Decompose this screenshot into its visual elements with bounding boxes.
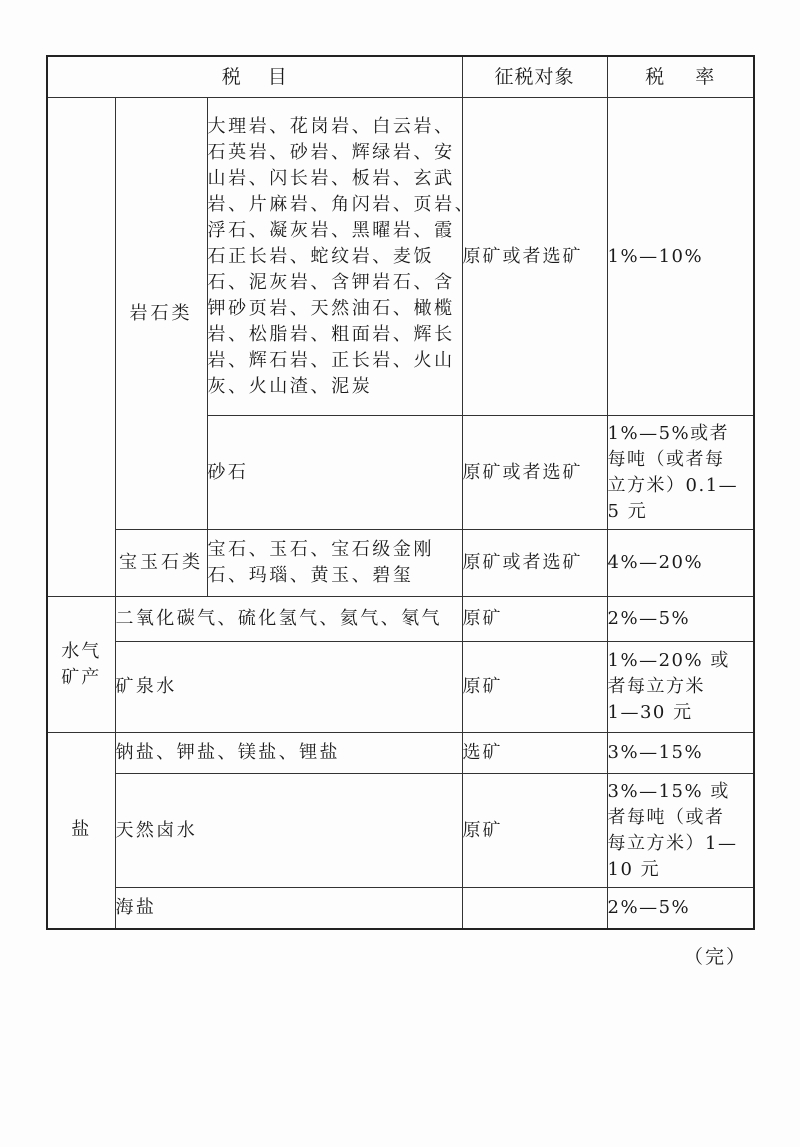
rate-line: 每吨（或者每 [607, 448, 725, 470]
rate-cell [607, 642, 754, 733]
header-tax-rate-char-1: 税 [645, 66, 666, 88]
subcategory-cell: 岩石类 [115, 98, 207, 530]
rate-cell [607, 733, 754, 774]
header-tax-item [47, 56, 462, 98]
items-line: 岩、片麻岩、角闪岩、页岩、 [207, 193, 476, 215]
object-cell [462, 888, 607, 929]
rate-line: 立方米）0.1— [607, 474, 739, 496]
header-tax-item-char-1: 税 [221, 66, 242, 88]
items-cell [207, 530, 462, 597]
rate-line: 2%—5% [607, 896, 691, 918]
items-cell: 矿泉水 [115, 642, 462, 733]
object-cell: 原矿 [462, 774, 607, 888]
end-mark: （完） [684, 946, 748, 968]
header-tax-item-char-2: 目 [267, 66, 288, 88]
rate-line: 者每立方米 [607, 676, 706, 697]
items-line: 岩、辉石岩、正长岩、火山 [207, 349, 455, 371]
rate-line: 1—30 元 [607, 702, 693, 723]
items-line: 石正长岩、蛇纹岩、麦饭 [207, 245, 435, 267]
category-cell-water-gas-minerals [47, 597, 115, 733]
table-row [47, 888, 754, 929]
rate-cell [607, 597, 754, 642]
table-row [47, 642, 754, 733]
rate-line: 者每吨（或者 [607, 806, 725, 828]
items-cell: 天然卤水 [115, 774, 462, 888]
table-row [47, 733, 754, 774]
object-cell: 原矿 [462, 597, 607, 642]
category-line: 水气 [61, 640, 102, 662]
rate-line: 1%—20% 或 [607, 650, 730, 671]
table-header-row [47, 56, 754, 98]
items-cell [207, 98, 476, 416]
rate-line: 10 元 [607, 858, 661, 880]
items-line: 石、泥灰岩、含钾岩石、含 [207, 271, 455, 293]
object-cell: 原矿或者选矿 [462, 530, 607, 597]
table-row [47, 530, 754, 597]
rate-line: 2%—5% [607, 608, 691, 629]
items-line: 大理岩、花岗岩、白云岩、 [207, 115, 455, 137]
items-line: 宝石、玉石、宝石级金刚 [207, 539, 435, 560]
rate-line: 每立方米）1— [607, 832, 738, 854]
items-line: 岩、松脂岩、粗面岩、辉长 [207, 323, 455, 345]
object-cell: 选矿 [462, 733, 607, 774]
items-line: 山岩、闪长岩、板岩、玄武 [207, 167, 455, 189]
items-cell: 海盐 [115, 888, 462, 929]
rate-line: 5 元 [607, 500, 648, 522]
table-row [47, 597, 754, 642]
rate-line: 1%—5%或者 [607, 422, 730, 444]
rate-cell [607, 416, 754, 530]
subcategory-cell: 宝玉石类 [115, 530, 207, 597]
items-line: 石英岩、砂岩、辉绿岩、安 [207, 141, 455, 163]
items-line: 浮石、凝灰岩、黑曜岩、霞 [207, 219, 455, 241]
rate-cell [607, 98, 754, 416]
table-row [47, 774, 754, 888]
rate-line: 1%—10% [607, 245, 704, 267]
object-cell: 原矿或者选矿 [462, 98, 607, 416]
rate-cell [607, 774, 754, 888]
items-line: 石、玛瑙、黄玉、碧玺 [207, 565, 414, 586]
rate-cell [607, 888, 754, 929]
rate-line: 3%—15% [607, 742, 704, 763]
resource-tax-table [46, 55, 755, 930]
header-tax-object: 征税对象 [462, 56, 607, 98]
category-cell-empty [47, 98, 115, 597]
category-cell-salt: 盐 [47, 733, 115, 929]
object-cell: 原矿或者选矿 [462, 416, 607, 530]
rate-line: 3%—15% 或 [607, 780, 730, 802]
object-cell: 原矿 [462, 642, 607, 733]
items-cell: 二氧化碳气、硫化氢气、氦气、氡气 [115, 597, 462, 642]
items-cell: 钠盐、钾盐、镁盐、锂盐 [115, 733, 462, 774]
header-tax-rate [607, 56, 754, 98]
items-line: 灰、火山渣、泥炭 [207, 375, 373, 397]
rate-line: 4%—20% [607, 552, 704, 573]
rate-cell [607, 530, 754, 597]
header-tax-rate-char-2: 率 [695, 66, 716, 88]
table-row [47, 98, 754, 416]
items-cell: 砂石 [207, 416, 462, 530]
category-line: 矿产 [61, 666, 102, 688]
items-line: 钾砂页岩、天然油石、橄榄 [207, 297, 455, 319]
